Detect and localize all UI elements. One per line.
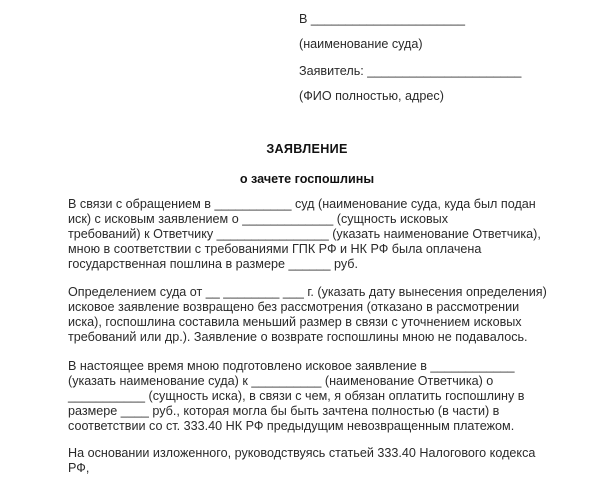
- paragraph-line: соответствии со ст. 333.40 НК РФ предыдущим невозвращенным платежом.: [68, 419, 515, 433]
- paragraph-line: В связи с обращением в ___________ суд (наименование суда, куда был подан: [68, 197, 536, 211]
- paragraph-line: В настоящее время мною подготовлено исковое заявление в ____________: [68, 359, 515, 373]
- paragraph-line: государственная пошлина в размере ______ руб.: [68, 257, 359, 271]
- paragraph-3: [68, 359, 568, 434]
- paragraph-4: [68, 446, 568, 476]
- applicant-hint: (ФИО полностью, адрес): [299, 89, 444, 103]
- paragraph-line: требований или др.). Заявление о возврате госпошлины мною не подавалось.: [68, 330, 528, 344]
- paragraph-1: [68, 197, 568, 272]
- applicant-line: Заявитель: ______________________: [299, 64, 522, 78]
- paragraph-line: размере ____ руб., которая могла бы быть зачтена полностью (в части) в: [68, 404, 500, 418]
- paragraph-line: требований) к Ответчику ________________ (указать наименование Ответчика),: [68, 227, 541, 241]
- paragraph-line: иска), госпошлина составила меньший размер в связи с уточнением исковых: [68, 315, 522, 329]
- paragraph-2: [68, 285, 568, 345]
- paragraph-line: РФ,: [68, 461, 90, 475]
- paragraph-line: (указать наименование суда) к __________ (наименование Ответчика) о: [68, 374, 494, 388]
- paragraph-line: ___________ (сущность иска), в связи с чем, я обязан оплатить госпошлину в: [68, 389, 525, 403]
- paragraph-line: На основании изложенного, руководствуясь статьей 333.40 Налогового кодекса: [68, 446, 536, 460]
- document-subtitle: о зачете госпошлины: [239, 172, 375, 186]
- paragraph-line: мною в соответствии с требованиями ГПК РФ и НК РФ была оплачена: [68, 242, 482, 256]
- court-hint: (наименование суда): [299, 37, 423, 51]
- document-title: ЗАЯВЛЕНИЕ: [266, 142, 348, 156]
- court-line: В ______________________: [299, 12, 465, 26]
- paragraph-line: иск) с исковым заявлением о _____________ (сущность исковых: [68, 212, 449, 226]
- paragraph-line: Определением суда от __ ________ ___ г. (указать дату вынесения определения): [68, 285, 547, 299]
- paragraph-line: исковое заявление возвращено без рассмотрения (отказано в рассмотрении: [68, 300, 520, 314]
